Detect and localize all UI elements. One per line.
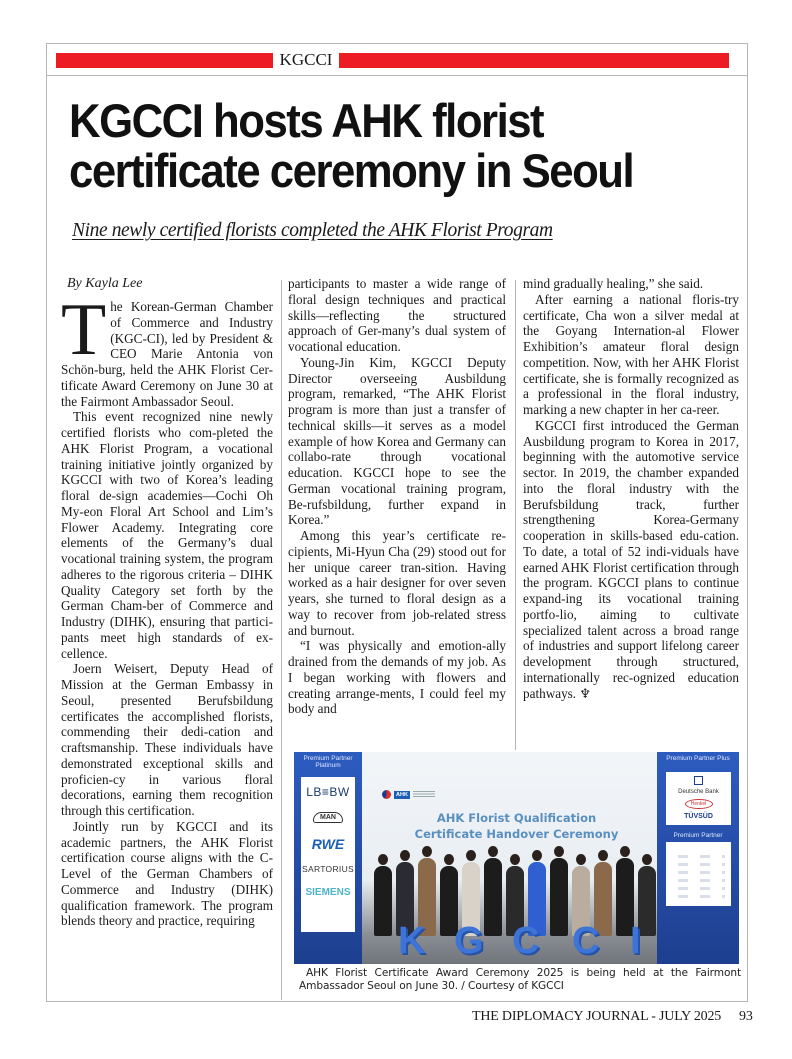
paragraph: After earning a national floris-try certificate, Cha won a silver medal at the Goyang Internation-al Flower Exhibition’s amateur floral design competition. Now, with her AHK Florist certificate, she is formally recognized as a professional in the floral industry, marking a new chapter in her ca-reer.: [523, 291, 739, 417]
stage-letter: K: [398, 920, 426, 962]
column-2: [288, 276, 506, 717]
banner-title-line-1: AHK Florist Qualification: [436, 811, 597, 825]
lead-paragraph: [61, 289, 273, 409]
platinum-logo-card: [301, 777, 355, 932]
person-figure: [550, 858, 568, 936]
column-3: [523, 276, 739, 701]
end-mark-icon: ♆: [579, 685, 592, 701]
banner-title-line-2: Certificate Handover Ceremony: [414, 827, 619, 841]
stage-letter: I: [630, 920, 641, 962]
paragraph-text: KGCCI first introduced the German Ausbildung program to Korea in 2017, beginning with the automotive service sector. In 2019, the chamber expanded into the floral industry with the Berufsbildung track, further strengthening Korea-Germany cooperation in skills-based edu-cation. To date, a total of 52 indi-viduals have earned AHK Florist certification through the program. KGCCI plans to continue expand-ing its vocational training portfo-lio, aiming to cultivate specialized talent across a broad range of industries and support lifelong career development through structured, internationally rec-ognized education pathways.: [523, 417, 739, 701]
person-figure: [374, 866, 392, 936]
drop-cap: T: [61, 289, 107, 371]
ahk-logo: [382, 790, 435, 799]
section-header: [47, 44, 747, 76]
man-logo: MAN: [313, 812, 343, 823]
banner-title: [374, 810, 659, 842]
paragraph: Among this year’s certificate re-cipients, Mi-Hyun Cha (29) stood out for her unique career tran-sition. Having worked as a hair designer for over seven years, she turned to floral design as a way to recover from job-related stress and burnout.: [288, 528, 506, 638]
deutsche-bank-logo: Deutsche Bank: [678, 789, 719, 795]
panel-title: Premium Partner Platinum: [303, 755, 353, 769]
paragraph: Jointly run by KGCCI and its academic partners, the AHK Florist certification course aligns with the C-Level of the German Chambers of Commerce and Industry (DIHK) qualification framework. The program blends theory and practice, requiring: [61, 818, 273, 929]
section-accent-bar-left: [56, 53, 273, 68]
section-label: KGCCI: [279, 50, 333, 69]
byline: By Kayla Lee: [67, 276, 143, 291]
henkel-logo: Henkel: [685, 799, 713, 809]
stage-letter: C: [572, 920, 600, 962]
paragraph: Joern Weisert, Deputy Head of Mission at the German Embassy in Seoul, presented Berufsbildung certificates the accomplished florists, commending their dedi-cation and craftsmanship. These individuals have demonstrated exceptional skills and proficien-cy in various floral decorations, earning them recognition through this certification.: [61, 661, 273, 818]
lbbw-logo: LB≡BW: [306, 785, 350, 799]
column-divider: [515, 280, 516, 750]
sartorius-logo: SARTORIUS: [302, 864, 354, 874]
partner-logos-grid: [672, 850, 725, 900]
page-number: 93: [739, 1009, 753, 1024]
paragraph: Young-Jin Kim, KGCCI Deputy Director overseeing Ausbildung program, remarked, “The AHK Florist program is more than just a transfer of technical skills—it serves as a model example of how Korea and Germany can collabo-rate through vocational education. KGCCI hope to see the German vocational training program, Be-rufsbildung, further expand in Korea.”: [288, 354, 506, 528]
ahk-badge: AHK: [396, 791, 408, 798]
ahk-org-name: [413, 791, 435, 798]
column-divider: [281, 280, 282, 1000]
column-1: [61, 276, 273, 929]
rwe-logo: RWE: [311, 836, 345, 852]
paragraph: participants to master a wide range of floral design techniques and practical skills—reflecting the structured approach of Ger-many’s dual system of vocational education.: [288, 276, 506, 354]
stage-letter: G: [454, 920, 484, 962]
ahk-swirl-icon: [382, 790, 391, 799]
lead-text: he Korean-German Chamber of Commerce and Industry (KGC-CI), led by President & CEO Marie Antonia von Schön-burg, held the AHK Florist Cer-tificate Award Ceremony on June 30 at the Fairmont Ambassador Seoul.: [61, 299, 273, 409]
article-frame: [46, 43, 748, 1002]
deutsche-bank-icon: [694, 776, 703, 785]
tuv-sud-logo: TÜVSÜD: [684, 813, 713, 820]
person-figure: [484, 858, 502, 936]
plus-logo-card: [666, 772, 731, 825]
section-accent-bar-right: [339, 53, 729, 68]
photo-caption: [299, 967, 741, 993]
caption-text: AHK Florist Certificate Award Ceremony 2025 is being held at the Fairmont Ambassador Seoul on June 30. / Courtesy of KGCCI: [299, 967, 741, 992]
paragraph: [523, 418, 739, 702]
subheadline: Nine newly certified florists completed the AHK Florist Program: [72, 220, 553, 241]
ceremony-photo: [294, 752, 739, 964]
siemens-logo: SIEMENS: [305, 887, 351, 898]
headline: [69, 96, 692, 196]
premium-logo-card: [666, 842, 731, 906]
paragraph: “I was physically and emotion-ally drained from the demands of my job. As I began working with flowers and creating arrange-ments, I could feel my body and: [288, 638, 506, 717]
paragraph: mind gradually healing,” she said.: [523, 276, 704, 291]
publication-name: THE DIPLOMACY JOURNAL - JULY 2025: [472, 1009, 722, 1024]
headline-line-1: KGCCI hosts AHK florist: [69, 94, 544, 147]
headline-line-2: certificate ceremony in Seoul: [69, 144, 634, 197]
paragraph: This event recognized nine newly certified florists who com-pleted the AHK Florist Program, a vocational training initiative jointly organized by KGCCI with two of Korea’s leading floral de-sign academies—Cochi Oh My-eon Floral Art School and Lim’s Flower Academy. Integrating core elements of the Germany’s dual vocational training system, the program adheres to the rigorous criteria – DIHK Quality Category set forth by the German Cham-ber of Commerce and Industry (DIHK), ensuring that partici-pants meet high standards of ex-cellence.: [61, 409, 273, 661]
stage-letter: C: [512, 920, 540, 962]
panel-title: Premium Partner: [673, 832, 723, 839]
page-footer: [472, 1009, 753, 1025]
panel-title: Premium Partner Plus: [666, 755, 730, 762]
partner-panel-platinum: [294, 752, 362, 964]
partner-panel-plus: [657, 752, 739, 964]
